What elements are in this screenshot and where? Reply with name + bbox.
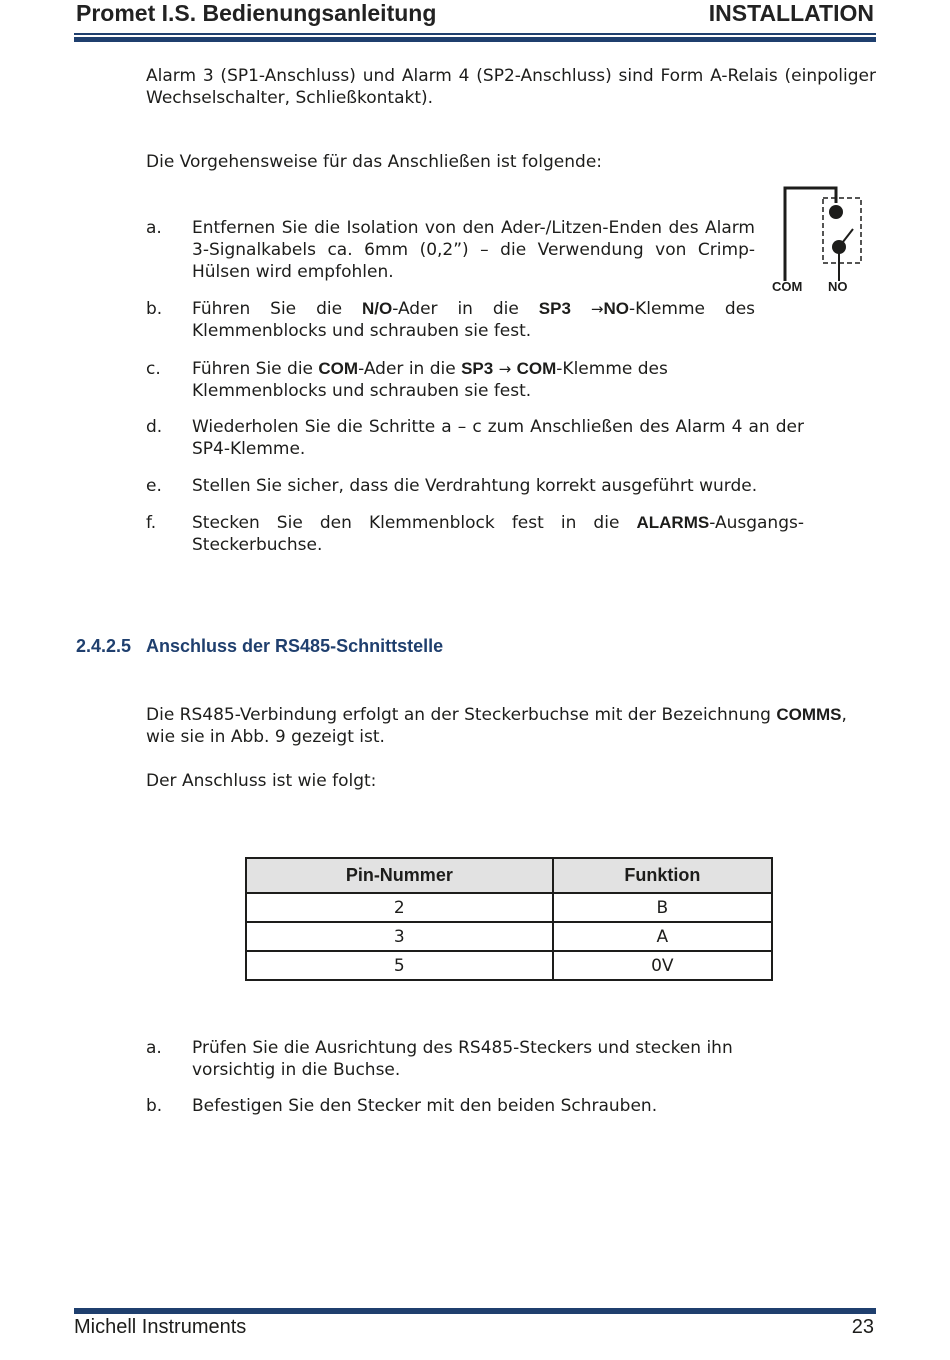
relay-switch-arm (839, 229, 853, 247)
keyword: COM (516, 359, 557, 378)
list-text: Wiederholen Sie die Schritte a – c zum Anschließen des Alarm 4 an der SP4-Klemme. (192, 417, 804, 459)
table-cell: 0V (553, 951, 772, 980)
list-text: Stellen Sie sicher, dass die Verdrahtung korrekt ausgeführt wurde. (192, 476, 758, 496)
relay-label-no: NO (828, 279, 848, 294)
footer-company: Michell Instruments (74, 1316, 247, 1338)
list-text: Führen Sie die COM-Ader in die SP3 → COM-Klemme des Klemmenblocks und schrauben sie fest. (192, 359, 668, 401)
keyword: SP3 (461, 359, 494, 378)
column-header: Funktion (553, 858, 772, 893)
column-header: Pin-Nummer (246, 858, 553, 893)
table-cell: B (553, 893, 772, 922)
header-title: Promet I.S. Bedienungsanleitung (76, 0, 437, 26)
table-row (246, 893, 772, 922)
procedure-intro: Die Vorgehensweise für das Anschließen ist folgende: (146, 152, 603, 172)
section-heading (76, 636, 443, 657)
table-row (246, 951, 772, 980)
keyword: COMMS (776, 705, 842, 724)
list-text: Stecken Sie den Klemmenblock fest in die ALARMS-Ausgangs-Steckerbuchse. (192, 513, 804, 555)
list-marker: a. (146, 1038, 162, 1058)
keyword: ALARMS (636, 513, 710, 532)
header-rule-thick (74, 37, 876, 42)
arrow-icon: → (590, 300, 604, 318)
table-cell: 2 (246, 893, 553, 922)
intro-paragraph: Alarm 3 (SP1-Anschluss) und Alarm 4 (SP2-Anschluss) sind Form A-Relais (einpoliger Wechselschalter, Schließkontakt). (146, 66, 876, 108)
keyword: N/O (361, 299, 393, 318)
keyword: NO (603, 299, 629, 318)
list-marker: d. (146, 417, 163, 437)
list-marker: c. (146, 359, 161, 379)
list-marker: f. (146, 513, 157, 533)
table-cell: 3 (246, 922, 553, 951)
header-rule-thin (74, 33, 876, 35)
relay-contact-top (829, 205, 843, 219)
list-text: Führen Sie die N/O-Ader in die SP3 →NO-Klemme des Klemmenblocks und schrauben sie fest. (192, 299, 756, 341)
table-row (246, 922, 772, 951)
table-cell: A (553, 922, 772, 951)
list-text: Entfernen Sie die Isolation von den Ader-/Litzen-Enden des Alarm 3-Signalkabels ca. 6mm (0,2”) – die Verwendung von Crimp-Hülsen wird empfohlen. (192, 218, 755, 282)
section-number: 2.4.2.5 (76, 636, 132, 656)
page-number: 23 (851, 1316, 874, 1338)
table-header-row (246, 858, 772, 893)
footer-rule (74, 1308, 876, 1314)
pin-table (245, 857, 773, 981)
relay-label-com: COM (772, 279, 803, 294)
list-marker: a. (146, 218, 162, 238)
rs485-paragraph: Die RS485-Verbindung erfolgt an der Steckerbuchse mit der Bezeichnung COMMS, wie sie in Abb. 9 gezeigt ist. (146, 705, 847, 747)
arrow-icon: → (498, 360, 512, 378)
list-text: Prüfen Sie die Ausrichtung des RS485-Steckers und stecken ihn vorsichtig in die Buchse. (192, 1038, 733, 1080)
header-section: INSTALLATION (708, 0, 874, 26)
list-marker: b. (146, 299, 163, 319)
list-marker: b. (146, 1096, 163, 1116)
table-cell: 5 (246, 951, 553, 980)
list-marker: e. (146, 476, 162, 496)
list-text: Befestigen Sie den Stecker mit den beiden Schrauben. (192, 1096, 658, 1116)
relay-contact-diagram (768, 183, 878, 298)
keyword: SP3 (538, 299, 571, 318)
relay-wire (785, 188, 836, 281)
keyword: COM (318, 359, 359, 378)
section-title: Anschluss der RS485-Schnittstelle (146, 636, 444, 656)
connection-intro: Der Anschluss ist wie folgt: (146, 771, 377, 791)
